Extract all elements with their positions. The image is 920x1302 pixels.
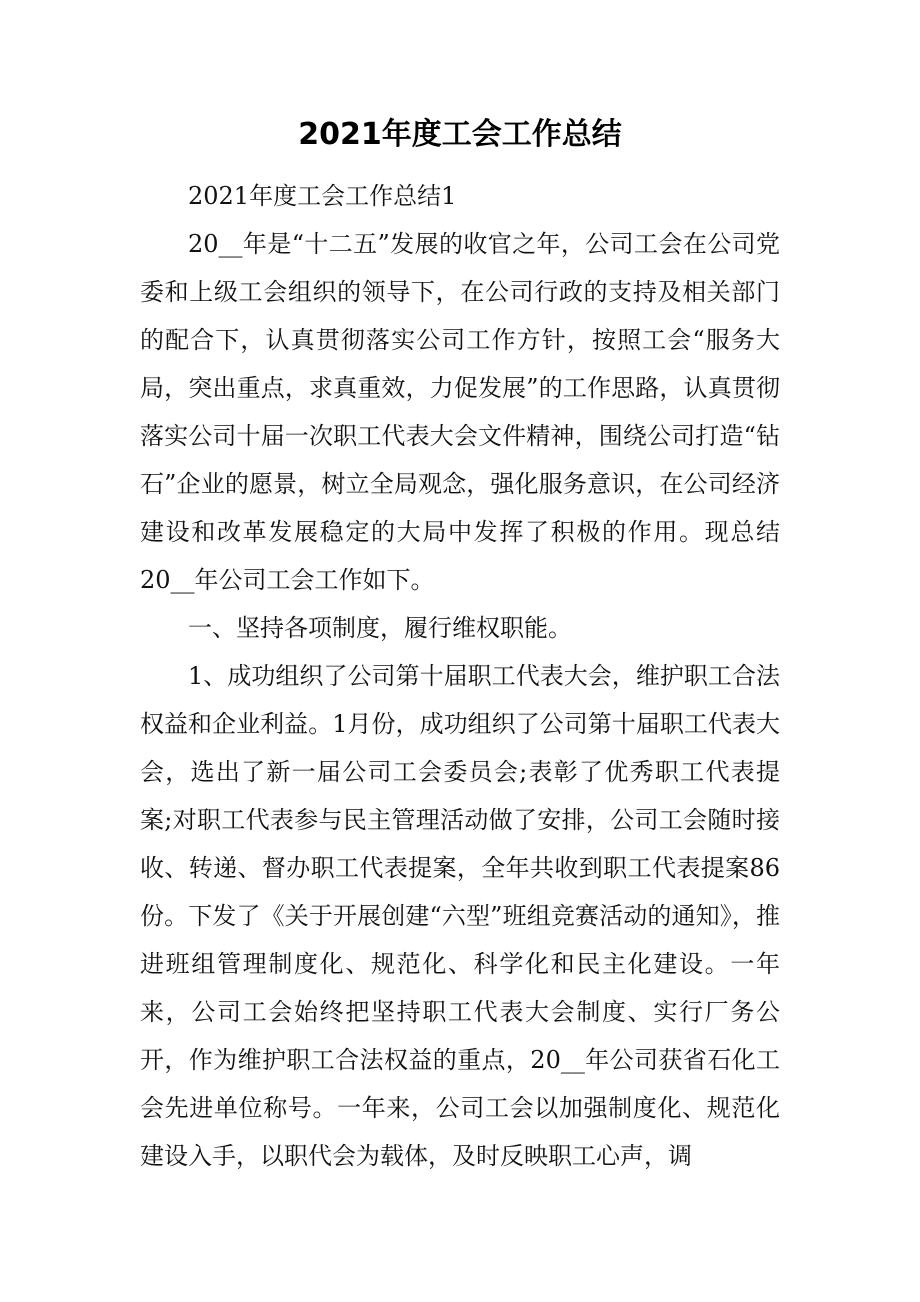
document-body	[140, 172, 780, 1180]
document-title: 2021年度工会工作总结	[298, 117, 622, 152]
paragraph: 20__年是“十二五”发展的收官之年，公司工会在公司党委和上级工会组织的领导下，在公司行政的支持及相关部门的配合下，认真贯彻落实公司工作方针，按照工会“服务大局，突出重点，求真重效，力促发展”的工作思路，认真贯彻落实公司十届一次职工代表大会文件精神，围绕公司打造“钻石”企业的愿景，树立全局观念，强化服务意识，在公司经济建设和改革发展稳定的大局中发挥了积极的作用。现总结20__年公司工会工作如下。	[140, 230, 780, 594]
paragraph: 1、成功组织了公司第十届职工代表大会，维护职工合法权益和企业利益。1月份，成功组织了公司第十届职工代表大会，选出了新一届公司工会委员会;表彰了优秀职工代表提案;对职工代表参与民主管理活动做了安排，公司工会随时接收、转递、督办职工代表提案，全年共收到职工代表提案86份。下发了《关于开展创建“六型”班组竞赛活动的通知》，推进班组管理制度化、规范化、科学化和民主化建设。一年来，公司工会始终把坚持职工代表大会制度、实行厂务公开，作为维护职工合法权益的重点，20__年公司获省石化工会先进单位称号。一年来，公司工会以加强制度化、规范化建设入手，以职代会为载体，及时反映职工心声，调	[140, 662, 780, 1170]
subsection-heading: 一、坚持各项制度，履行维权职能。	[188, 614, 572, 642]
section-heading: 2021年度工会工作总结1	[188, 182, 457, 210]
